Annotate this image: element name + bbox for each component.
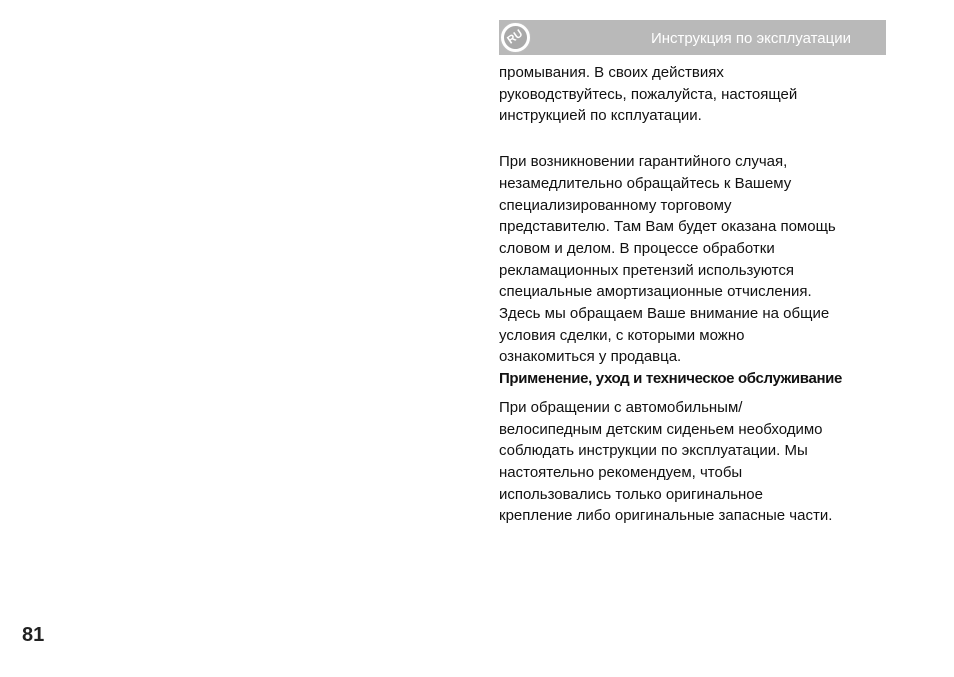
section-heading: Применение, уход и техническое обслуживание	[499, 370, 843, 388]
text-line: При обращении с автомобильным/	[499, 398, 743, 416]
text-line: руководствуйтесь, пожалуйста, настоящей	[499, 85, 798, 103]
header-title: Инструкция по эксплуатации	[650, 30, 851, 47]
language-code: RU	[499, 21, 531, 53]
text-line: условия сделки, с которыми можно	[499, 326, 745, 344]
text-line: специализированному торговому	[499, 196, 732, 214]
text-line: промывания. В своих действиях	[499, 64, 724, 81]
page-content	[499, 62, 891, 527]
language-badge	[500, 22, 531, 53]
text-line: инструкцией по ксплуатации.	[499, 107, 702, 125]
text-line: незамедлительно обращайтесь к Вашему	[499, 174, 792, 192]
paragraph-usage	[499, 397, 891, 527]
text-line: ознакомиться у продавца.	[499, 348, 682, 366]
text-line: представителю. Там Вам будет оказана помощь	[499, 218, 836, 236]
text-line: настоятельно рекомендуем, чтобы	[499, 463, 743, 481]
text-line: рекламационных претензий используются	[499, 261, 794, 279]
text-line: крепление либо оригинальные запасные части.	[499, 507, 833, 525]
text-line: соблюдать инструкции по эксплуатации. Мы	[499, 442, 808, 460]
paragraph-intro	[499, 62, 891, 127]
paragraph-warranty	[499, 151, 891, 368]
text-line: использовались только оригинальное	[499, 485, 763, 503]
text-line: велосипедным детским сиденьем необходимо	[499, 420, 823, 438]
text-line: При возникновении гарантийного случая,	[499, 153, 788, 171]
page-number: 81	[22, 624, 45, 646]
text-line: специальные амортизационные отчисления.	[499, 283, 812, 301]
text-line: словом и делом. В процессе обработки	[499, 239, 775, 257]
text-line: Здесь мы обращаем Ваше внимание на общие	[499, 305, 830, 323]
